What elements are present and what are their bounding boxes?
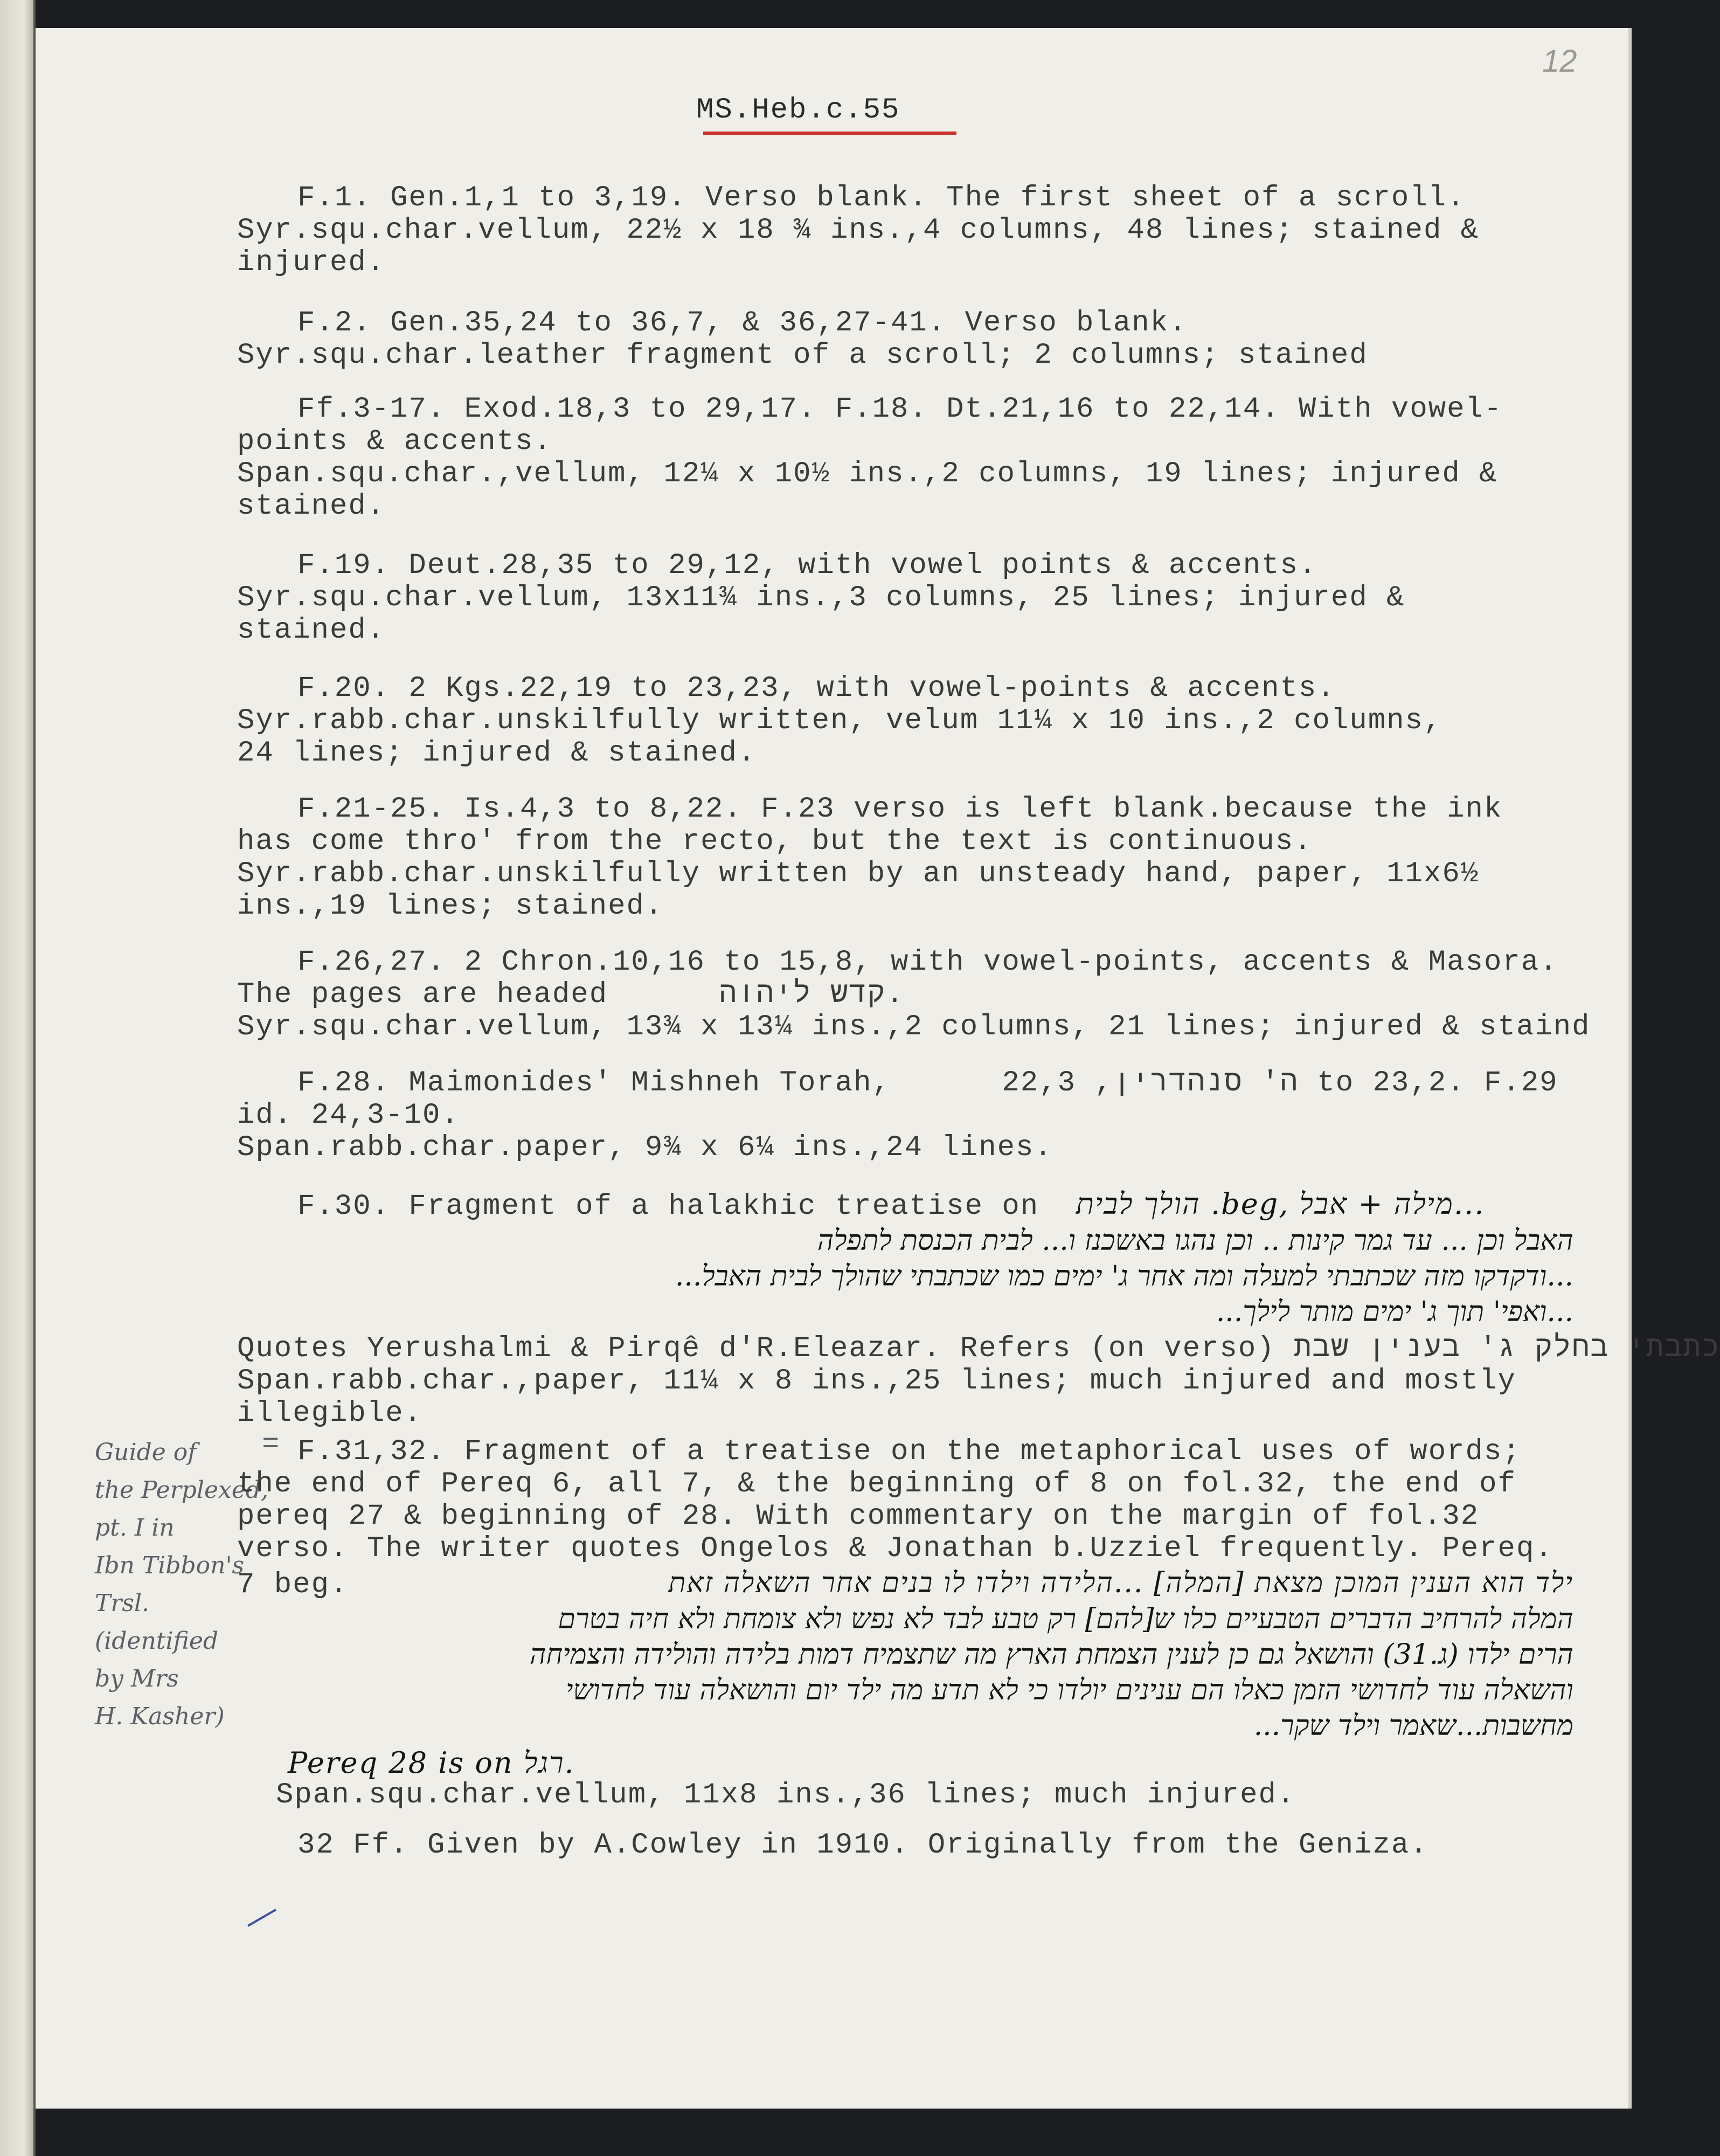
entry-line: Ff.3-17. Exod.18,3 to 29,17. F.18. Dt.21,16 to 22,14. With vowel- bbox=[297, 393, 1503, 426]
title-underline bbox=[703, 132, 956, 135]
margin-line: Ibn Tibbon's bbox=[95, 1552, 245, 1579]
entry-line: injured. bbox=[237, 246, 386, 279]
margin-annotation bbox=[95, 1434, 269, 1736]
entry-line: F.20. 2 Kgs.22,19 to 23,23, with vowel-points & accents. bbox=[297, 672, 1336, 705]
handwritten-note: Pereq 28 is on רגל. bbox=[288, 1746, 575, 1780]
entry-line: Syr.squ.char.vellum, 13x11¾ ins.,3 columns, 25 lines; injured & bbox=[237, 582, 1405, 614]
handwritten-hebrew: הולך לבית .beg, מילה + אבל... bbox=[1076, 1187, 1485, 1221]
entry-line: F.19. Deut.28,35 to 29,12, with vowel points & accents. bbox=[297, 549, 1317, 582]
entry-line: F.31,32. Fragment of a treatise on the metaphorical uses of words; bbox=[297, 1435, 1521, 1468]
entry-line: verso. The writer quotes Ongelos & Jonathan b.Uzziel frequently. Pereq. bbox=[237, 1532, 1553, 1565]
entry-line: F.30. Fragment of a halakhic treatise on הולך לבית .beg, מילה + אבל... bbox=[297, 1187, 1485, 1223]
margin-line: Guide of bbox=[95, 1439, 197, 1466]
margin-line: by Mrs bbox=[95, 1665, 179, 1692]
margin-equals-mark: = bbox=[262, 1428, 280, 1461]
entry-line: 24 lines; injured & stained. bbox=[237, 737, 757, 770]
entry-line: Span.rabb.char.paper, 9¾ x 6¼ ins.,24 lines. bbox=[237, 1131, 1053, 1164]
entry-line: has come thro' from the recto, but the text is continuous. bbox=[237, 825, 1313, 858]
entry-line: Syr.squ.char.vellum, 13¾ x 13¼ ins.,2 columns, 21 lines; injured & staind bbox=[237, 1011, 1591, 1044]
entry-ff3-17 bbox=[237, 393, 1502, 523]
entry-line: The pages are headed קדש ליהוה. bbox=[237, 978, 905, 1011]
entry-f30 bbox=[237, 1187, 1720, 1430]
handwritten-hebrew: ...ודקדקו מזה שכתבתי למעלה ומה אחר ג' ימים כמו שכתבתי שהולך לבית האבל... bbox=[675, 1260, 1573, 1293]
entry-line: Span.rabb.char.,paper, 11¼ x 8 ins.,25 lines; much injured and mostly bbox=[237, 1365, 1516, 1398]
entry-line: illegible. bbox=[237, 1397, 423, 1430]
entry-line: the end of Pereq 6, all 7, & the beginning of 8 on fol.32, the end of bbox=[237, 1468, 1516, 1501]
entry-line: 7 beg. ילד הוא הענין המוכן מצאת [המלה] ...הלידה וילדו לו בנים אחר השאלה זאת bbox=[237, 1565, 1573, 1601]
entry-line: F.21-25. Is.4,3 to 8,22. F.23 verso is left blank.because the ink bbox=[297, 793, 1503, 826]
entry-line: F.1. Gen.1,1 to 3,19. Verso blank. The first sheet of a scroll. bbox=[297, 182, 1466, 215]
entry-line: Quotes Yerushalmi & Pirqê d'R.Eleazar. Refers (on verso) כתבתי בחלק ג' בענין שבת bbox=[237, 1332, 1720, 1365]
entry-f28 bbox=[237, 1067, 1558, 1164]
margin-line: Trsl. bbox=[95, 1590, 150, 1617]
entry-line: F.28. Maimonides' Mishneh Torah, ה' סנהדרין, 22,3 to 23,2. F.29 bbox=[297, 1067, 1558, 1100]
margin-line: the Perplexed, bbox=[95, 1476, 269, 1504]
entry-f26-27 bbox=[237, 946, 1591, 1044]
entry-line: F.26,27. 2 Chron.10,16 to 15,8, with vowel-points, accents & Masora. bbox=[297, 946, 1558, 979]
entry-line: pereq 27 & beginning of 28. With commentary on the margin of fol.32 bbox=[237, 1500, 1480, 1533]
folio-number: 12 bbox=[1542, 44, 1577, 79]
entry-f20 bbox=[237, 673, 1442, 770]
handwritten-hebrew: והשאלה עוד לחדושי הזמן כאלו הם ענינים יולדו כי לא תדע מה ילד יום והושאלה עוד לחדושי bbox=[565, 1674, 1573, 1706]
entry-line: id. 24,3-10. bbox=[237, 1099, 460, 1132]
entry-line: Syr.rabb.char.unskilfully written by an unsteady hand, paper, 11x6½ bbox=[237, 858, 1480, 890]
handwritten-hebrew: מחשבות...שאמר וילד שקר... bbox=[1253, 1710, 1573, 1742]
entry-line: Span.squ.char.,vellum, 12¼ x 10½ ins.,2 columns, 19 lines; injured & bbox=[237, 458, 1498, 490]
entry-line: ins.,19 lines; stained. bbox=[237, 890, 664, 923]
entry-line: stained. bbox=[237, 614, 386, 647]
facing-page-edge bbox=[0, 0, 33, 2156]
entry-f2 bbox=[237, 307, 1368, 372]
margin-line: (identified bbox=[95, 1627, 219, 1655]
entry-f1 bbox=[237, 182, 1479, 279]
entry-line: Syr.rabb.char.unskilfully written, velum 11¼ x 10 ins.,2 columns, bbox=[237, 704, 1442, 737]
entry-line: Span.squ.char.vellum, 11x8 ins.,36 lines; much injured. bbox=[276, 1779, 1296, 1812]
entry-line: 32 Ff. Given by A.Cowley in 1910. Originally from the Geniza. bbox=[297, 1829, 1428, 1862]
footer-note bbox=[237, 1829, 1428, 1862]
entry-f19 bbox=[237, 550, 1405, 647]
margin-line: pt. I in bbox=[95, 1514, 175, 1542]
handwritten-hebrew: המלה להרחיב הדברים הטבעיים כלו ש[להם] רק טבע לבד לא נפש ולא צומחת ולא חיה בטרם bbox=[558, 1603, 1573, 1635]
entry-line: Syr.squ.char.vellum, 22½ x 18 ¾ ins.,4 columns, 48 lines; stained & bbox=[237, 214, 1480, 247]
entry-line: points & accents. bbox=[237, 425, 552, 458]
entry-f31-32 bbox=[237, 1436, 1573, 1812]
margin-line: H. Kasher) bbox=[95, 1703, 225, 1730]
handwritten-hebrew: ...ואפי' תוך ג' ימים מותר לילך... bbox=[1216, 1296, 1573, 1328]
entry-line: stained. bbox=[237, 490, 386, 523]
entry-line: F.2. Gen.35,24 to 36,7, & 36,27-41. Verso blank. bbox=[297, 307, 1188, 340]
handwritten-hebrew: הרים ילדו (ג.31) והושאל גם כן לענין הצמחת הארץ מה שתצמיח דמות בלידה והולידה והצמיחה bbox=[529, 1639, 1573, 1671]
handwritten-hebrew: האבל וכן ... עד גמר קינות .. וכן נהגו באשכנז ו... לבית הכנסת לתפלה bbox=[817, 1225, 1573, 1257]
entry-line: Syr.squ.char.leather fragment of a scroll; 2 columns; stained bbox=[237, 339, 1368, 372]
entry-f21-25 bbox=[237, 793, 1502, 923]
handwritten-hebrew: ילד הוא הענין המוכן מצאת [המלה] ...הלידה וילדו לו בנים אחר השאלה זאת bbox=[668, 1567, 1573, 1599]
page-title: MS.Heb.c.55 bbox=[696, 94, 900, 127]
